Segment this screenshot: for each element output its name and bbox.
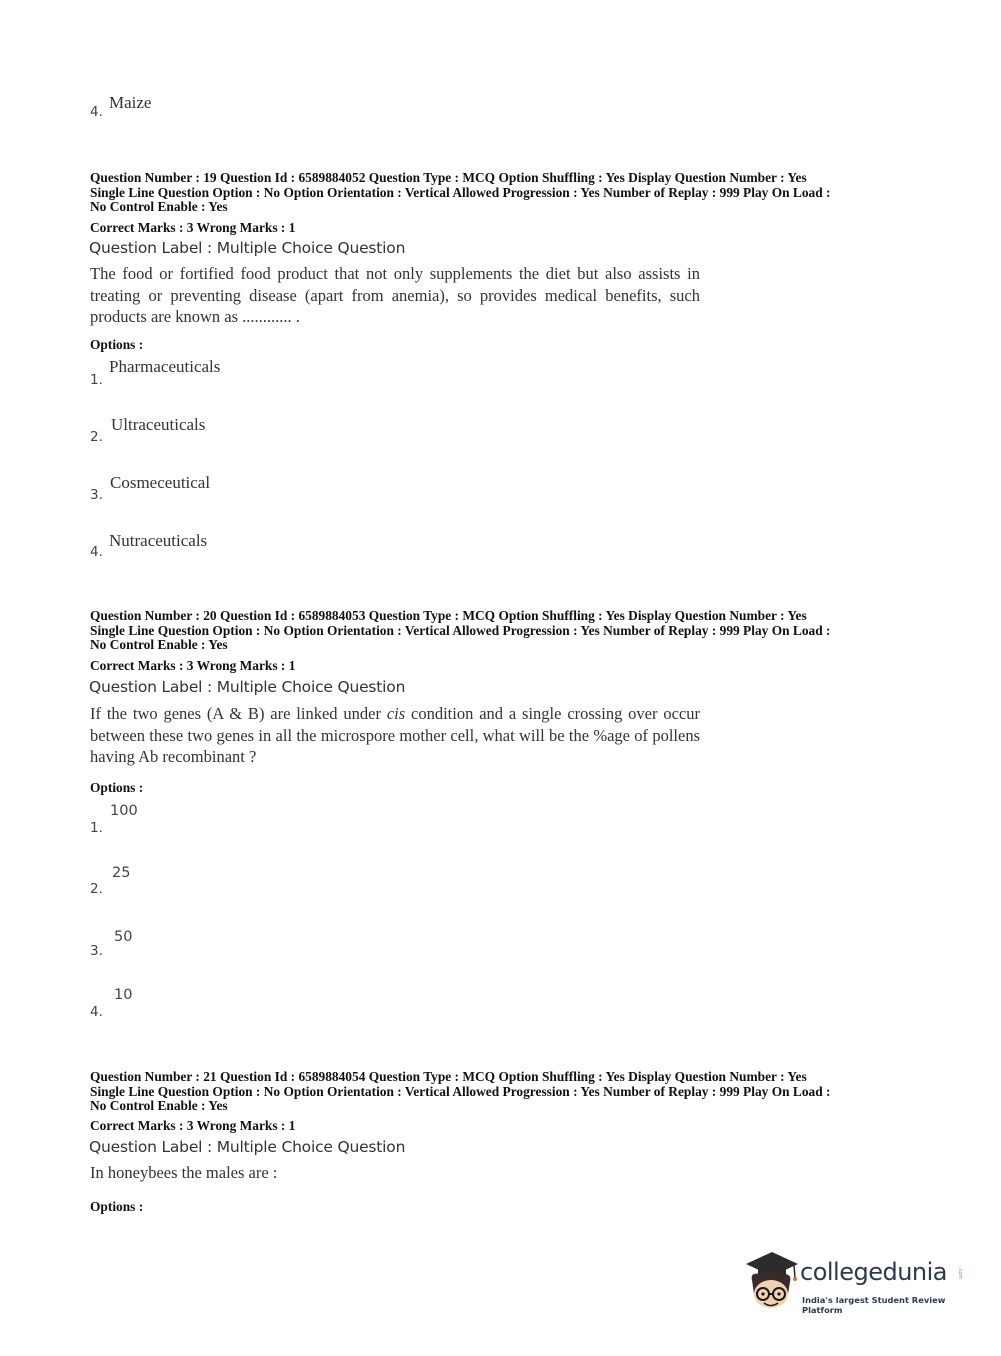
meta-line: No Control Enable : Yes xyxy=(90,637,228,653)
option-text: 100 xyxy=(110,803,138,819)
question-label: Question Label : Multiple Choice Question xyxy=(89,678,406,696)
options-heading: Options : xyxy=(90,780,144,795)
option-text: 25 xyxy=(112,865,131,881)
mascot-icon xyxy=(742,1250,800,1320)
option-number: 1. xyxy=(90,372,103,388)
option-number: 4. xyxy=(90,1004,103,1020)
question-marks: Correct Marks : 3 Wrong Marks : 1 xyxy=(90,658,296,673)
logo-domain-suffix: .com xyxy=(957,1267,963,1280)
option-number: 2. xyxy=(90,429,103,445)
question-meta xyxy=(90,1070,950,1114)
question-marks: Correct Marks : 3 Wrong Marks : 1 xyxy=(90,1118,296,1133)
question-text-italic: cis xyxy=(386,704,406,723)
meta-line: Single Line Question Option : No Option Orientation : Vertical Allowed Progression : Yes Number of Replay : 999 Play On Load : xyxy=(90,1083,831,1099)
option-number: 4. xyxy=(90,544,103,560)
option-text: Cosmeceutical xyxy=(110,473,211,492)
option-text: Maize xyxy=(109,93,152,112)
logo-wordmark: collegedunia xyxy=(800,1258,948,1286)
collegedunia-logo xyxy=(742,1250,972,1320)
meta-line: Single Line Question Option : No Option Orientation : Vertical Allowed Progression : Yes Number of Replay : 999 Play On Load : xyxy=(90,184,831,200)
option-number: 3. xyxy=(90,487,103,503)
meta-line: No Control Enable : Yes xyxy=(90,199,228,215)
option-text: 50 xyxy=(114,929,133,945)
option-number: 1. xyxy=(90,820,103,836)
option-number: 2. xyxy=(90,881,103,897)
logo-tagline: India's largest Student Review Platform xyxy=(802,1295,946,1315)
meta-line: Single Line Question Option : No Option Orientation : Vertical Allowed Progression : Yes Number of Replay : 999 Play On Load : xyxy=(90,622,831,638)
option-text: Pharmaceuticals xyxy=(109,357,221,376)
options-heading: Options : xyxy=(90,1199,144,1214)
question-label: Question Label : Multiple Choice Question xyxy=(89,1138,406,1156)
question-meta xyxy=(90,171,950,215)
question-text-part: condition and a single crossing over occur between these two genes in all the microspore mother cell, what will be the %age of pollens having Ab recombinant ? xyxy=(90,704,700,766)
question-marks: Correct Marks : 3 Wrong Marks : 1 xyxy=(90,220,296,235)
option-text: Ultraceuticals xyxy=(111,415,206,434)
question-meta xyxy=(90,609,950,653)
question-text: In honeybees the males are : xyxy=(90,1163,278,1182)
option-number: 3. xyxy=(90,943,103,959)
option-number: 4. xyxy=(90,104,103,120)
options-heading: Options : xyxy=(90,337,144,352)
option-text: Nutraceuticals xyxy=(109,531,208,550)
meta-line: Question Number : 20 Question Id : 6589884053 Question Type : MCQ Option Shuffling : Yes Display Question Number : Yes xyxy=(90,608,807,623)
meta-line: Question Number : 19 Question Id : 6589884052 Question Type : MCQ Option Shuffling : Yes Display Question Number : Yes xyxy=(90,170,807,185)
meta-line: Question Number : 21 Question Id : 6589884054 Question Type : MCQ Option Shuffling : Yes Display Question Number : Yes xyxy=(90,1069,807,1084)
question-label: Question Label : Multiple Choice Question xyxy=(89,239,406,257)
meta-line: No Control Enable : Yes xyxy=(90,1098,228,1114)
question-text xyxy=(90,703,700,768)
question-text: The food or fortified food product that not only supplements the diet but also assists in treating or preventing disease (apart from anemia), so provides medical benefits, such products are known as ............ . xyxy=(90,264,700,326)
question-text-part: If the two genes (A & B) are linked under xyxy=(90,704,387,723)
option-text: 10 xyxy=(114,987,133,1003)
